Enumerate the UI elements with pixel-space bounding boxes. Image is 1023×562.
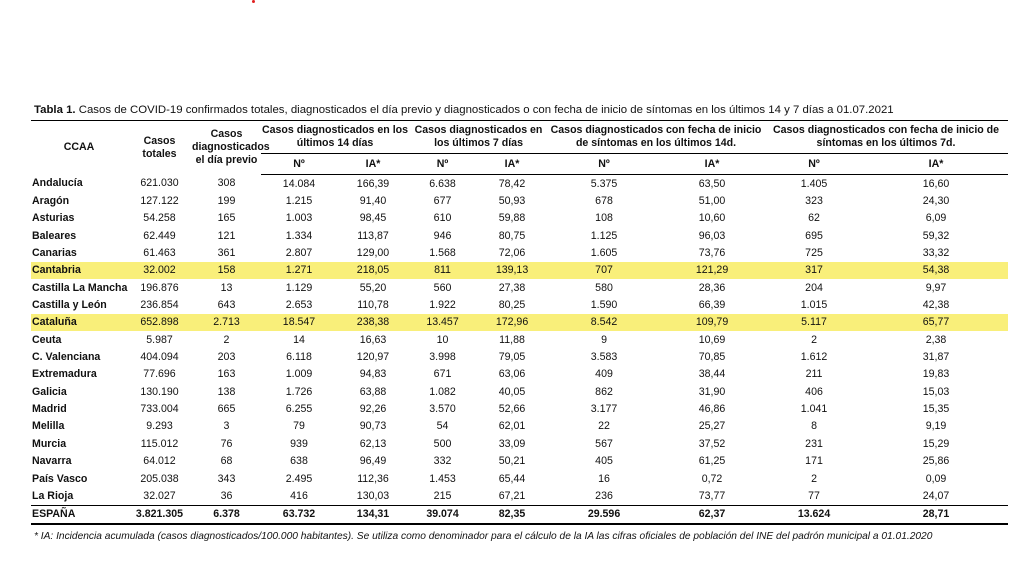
table-cell: 63,50 <box>698 177 726 190</box>
table-cell: 409 <box>595 368 613 381</box>
table-cell: 695 <box>805 229 823 242</box>
table-cell: 54.258 <box>143 212 176 225</box>
table-cell: 54 <box>436 420 449 433</box>
table-cell: 112,36 <box>357 472 389 485</box>
table-row <box>31 470 1008 487</box>
header-ccaa: CCAA <box>63 141 95 154</box>
table-row <box>31 279 1008 296</box>
table-cell: 59,32 <box>922 229 950 242</box>
total-cell: 134,31 <box>337 505 409 524</box>
table-row <box>31 175 1008 193</box>
table-cell: 567 <box>595 437 613 450</box>
table-cell: 40,05 <box>498 385 526 398</box>
table-cell: 130.190 <box>140 385 179 398</box>
table-cell: 0,72 <box>701 472 723 485</box>
table-cell: 66,39 <box>698 299 726 312</box>
table-cell: 862 <box>595 385 613 398</box>
region-name: Baleares <box>32 229 77 242</box>
region-name: Extremadura <box>32 368 97 381</box>
table-cell: 139,13 <box>476 262 548 279</box>
table-cell: 25,27 <box>698 420 726 433</box>
table-cell: 416 <box>290 489 308 502</box>
table-cell: 1.082 <box>429 385 456 398</box>
region-name: La Rioja <box>32 489 74 502</box>
total-cell: 3.821.305 <box>127 505 192 524</box>
header-diag-14: Casos diagnosticados en los últimos 14 días <box>261 121 409 154</box>
region-name: Cantabria <box>31 262 127 279</box>
table-cell: 9,97 <box>925 281 947 294</box>
table-cell: 65,44 <box>498 472 526 485</box>
table-cell: 130,03 <box>356 489 390 502</box>
table-cell: 18.547 <box>261 314 337 331</box>
table-cell: 158 <box>192 262 261 279</box>
table-cell: 1.015 <box>800 299 828 312</box>
region-name: Navarra <box>32 455 72 468</box>
covid-cases-table <box>31 120 1008 525</box>
table-cell: 33,32 <box>922 247 950 260</box>
table-cell: 32.027 <box>143 489 176 502</box>
table-cell: 1.453 <box>429 472 456 485</box>
table-row <box>31 227 1008 244</box>
table-cell: 166,39 <box>356 177 390 190</box>
table-cell: 90,73 <box>359 420 387 433</box>
table-cell: 218,05 <box>337 262 409 279</box>
table-cell: 46,86 <box>698 403 726 416</box>
table-cell: 1.405 <box>800 177 828 190</box>
table-cell: 54,38 <box>864 262 1008 279</box>
table-cell: 678 <box>595 195 613 208</box>
total-cell: 39.074 <box>409 505 476 524</box>
table-cell: 199 <box>217 195 236 208</box>
table-cell: 67,21 <box>498 489 526 502</box>
table-row <box>31 296 1008 313</box>
table-cell: 65,77 <box>864 314 1008 331</box>
table-cell: 939 <box>290 437 308 450</box>
table-cell: 61,25 <box>698 455 726 468</box>
table-cell: 1.125 <box>590 229 618 242</box>
table-cell: 652.898 <box>127 314 192 331</box>
table-cell: 13.457 <box>409 314 476 331</box>
table-cell: 725 <box>805 247 823 260</box>
total-cell: 63.732 <box>261 505 337 524</box>
total-cell: 29.596 <box>548 505 660 524</box>
table-row <box>31 418 1008 435</box>
table-cell: 79,05 <box>498 351 526 364</box>
table-caption <box>34 104 1014 116</box>
table-cell: 2.653 <box>285 299 313 312</box>
table-cell: 946 <box>433 229 452 242</box>
subheader-n: Nº <box>261 154 337 175</box>
table-cell: 215 <box>433 489 452 502</box>
table-row <box>31 453 1008 470</box>
table-cell: 621.030 <box>140 177 179 190</box>
table-row <box>31 366 1008 383</box>
table-cell: 2.713 <box>192 314 261 331</box>
table-cell: 14.084 <box>282 177 316 190</box>
table-cell: 70,85 <box>698 351 726 364</box>
table-cell: 580 <box>595 281 613 294</box>
table-cell: 120,97 <box>356 351 390 364</box>
table-cell: 196.876 <box>140 281 179 294</box>
table-cell: 96,49 <box>359 455 387 468</box>
table-cell: 343 <box>217 472 236 485</box>
table-cell: 16,60 <box>922 177 950 190</box>
table-cell: 73,76 <box>698 247 726 260</box>
region-name: Andalucía <box>32 177 83 190</box>
caption-text: Casos de COVID-19 confirmados totales, diagnosticados el día previo y diagnosticados o con fecha de inicio de síntomas en los últimos 14 y 7 días a 01.07.2021 <box>75 104 894 116</box>
table-cell: 1.605 <box>590 247 618 260</box>
table-cell: 9 <box>601 333 607 346</box>
header-sint-7: Casos diagnosticados con fecha de inicio de síntomas en los últimos 7d. <box>764 121 1008 154</box>
total-row <box>31 505 1008 524</box>
table-cell: 42,38 <box>922 299 950 312</box>
table-cell: 1.009 <box>285 368 313 381</box>
table-cell: 76 <box>220 437 233 450</box>
table-cell: 109,79 <box>660 314 764 331</box>
table-cell: 80,75 <box>498 229 526 242</box>
table-cell: 231 <box>805 437 823 450</box>
total-cell: 28,71 <box>864 505 1008 524</box>
table-cell: 163 <box>217 368 236 381</box>
table-cell: 62.449 <box>143 229 176 242</box>
table-cell: 16,63 <box>359 333 387 346</box>
table-cell: 405 <box>595 455 613 468</box>
header-diag-7: Casos diagnosticados en los últimos 7 días <box>409 121 548 154</box>
table-cell: 55,20 <box>359 281 387 294</box>
table-cell: 36 <box>220 489 233 502</box>
table-cell: 62 <box>808 212 820 225</box>
table-cell: 62,01 <box>498 420 526 433</box>
total-cell: 82,35 <box>476 505 548 524</box>
table-cell: 37,52 <box>698 437 726 450</box>
table-cell: 64.012 <box>143 455 176 468</box>
table-row <box>31 383 1008 400</box>
table-row <box>31 244 1008 261</box>
table-cell: 62,13 <box>359 437 387 450</box>
table-cell: 1.041 <box>800 403 828 416</box>
region-name: Murcia <box>32 437 67 450</box>
table-cell: 1.129 <box>285 281 313 294</box>
table-cell: 236.854 <box>140 299 179 312</box>
table-cell: 16 <box>598 472 610 485</box>
table-cell: 6.255 <box>285 403 313 416</box>
caption-label: Tabla 1. <box>34 104 76 116</box>
total-cell: 6.378 <box>192 505 261 524</box>
table-cell: 15,35 <box>922 403 950 416</box>
table-row <box>31 314 1008 331</box>
footnote: * IA: Incidencia acumulada (casos diagnosticados/100.000 habitantes). Se utiliza como denominador para el cálculo de la IA las cifras oficiales de población del INE del padrón municipal a 01.01.2020 <box>34 531 933 542</box>
table-cell: 560 <box>433 281 452 294</box>
table-cell: 1.215 <box>285 195 313 208</box>
table-cell: 9.293 <box>146 420 173 433</box>
table-cell: 108 <box>595 212 613 225</box>
table-cell: 121 <box>217 229 236 242</box>
table-cell: 308 <box>217 177 236 190</box>
table-cell: 10,60 <box>698 212 726 225</box>
table-cell: 361 <box>217 247 236 260</box>
table-cell: 8.542 <box>548 314 660 331</box>
table-cell: 50,21 <box>498 455 526 468</box>
subheader-ia: IA* <box>476 154 548 175</box>
region-name: Castilla La Mancha <box>32 281 128 294</box>
table-cell: 671 <box>433 368 452 381</box>
table-cell: 33,09 <box>498 437 526 450</box>
table-cell: 2,38 <box>925 333 947 346</box>
table-cell: 24,07 <box>922 489 950 502</box>
table-cell: 80,25 <box>498 299 526 312</box>
table-cell: 1.590 <box>590 299 618 312</box>
header-sint-14: Casos diagnosticados con fecha de inicio de síntomas en los últimos 14d. <box>548 121 764 154</box>
table-cell: 72,06 <box>498 247 526 260</box>
table-cell: 73,77 <box>698 489 726 502</box>
region-name: Melilla <box>32 420 65 433</box>
table-cell: 52,66 <box>498 403 526 416</box>
table-cell: 22 <box>598 420 610 433</box>
table-cell: 205.038 <box>140 472 179 485</box>
table-cell: 98,45 <box>359 212 387 225</box>
table-cell: 28,36 <box>698 281 726 294</box>
table-cell: 211 <box>805 368 823 381</box>
table-cell: 5.987 <box>146 333 173 346</box>
table-cell: 677 <box>433 195 452 208</box>
table-cell: 406 <box>805 385 823 398</box>
table-cell: 27,38 <box>498 281 526 294</box>
total-cell: 62,37 <box>660 505 764 524</box>
total-name: ESPAÑA <box>31 505 127 524</box>
table-cell: 50,93 <box>498 195 526 208</box>
total-cell: 13.624 <box>764 505 864 524</box>
table-cell: 77 <box>808 489 820 502</box>
region-name: Canarias <box>32 247 77 260</box>
table-cell: 1.726 <box>285 385 313 398</box>
table-cell: 610 <box>433 212 452 225</box>
table-cell: 3 <box>223 420 230 433</box>
table-cell: 3.570 <box>429 403 456 416</box>
table-cell: 733.004 <box>140 403 179 416</box>
subheader-n: Nº <box>548 154 660 175</box>
table-cell: 10,69 <box>698 333 726 346</box>
table-cell: 113,87 <box>357 229 389 242</box>
table-cell: 643 <box>217 299 236 312</box>
table-cell: 2 <box>811 472 817 485</box>
table-cell: 3.998 <box>429 351 456 364</box>
region-name: País Vasco <box>32 472 88 485</box>
table-cell: 3.583 <box>590 351 618 364</box>
table-cell: 14 <box>293 333 305 346</box>
table-cell: 127.122 <box>140 195 179 208</box>
table-row <box>31 435 1008 452</box>
table-cell: 13 <box>220 281 233 294</box>
table-cell: 59,88 <box>498 212 526 225</box>
table-cell: 404.094 <box>140 351 179 364</box>
table-cell: 811 <box>409 262 476 279</box>
region-name: Castilla y León <box>32 299 107 312</box>
table-cell: 77.696 <box>143 368 176 381</box>
table-cell: 92,26 <box>359 403 387 416</box>
table-cell: 68 <box>220 455 233 468</box>
table-cell: 203 <box>217 351 236 364</box>
table-cell: 2 <box>811 333 817 346</box>
table-cell: 323 <box>805 195 823 208</box>
table-cell: 3.177 <box>590 403 618 416</box>
table-cell: 5.117 <box>764 314 864 331</box>
table-cell: 78,42 <box>498 177 526 190</box>
table-cell: 24,30 <box>922 195 950 208</box>
table-cell: 1.334 <box>285 229 313 242</box>
table-row <box>31 210 1008 227</box>
table-cell: 707 <box>548 262 660 279</box>
table-body <box>31 175 1008 506</box>
subheader-ia: IA* <box>660 154 764 175</box>
region-name: Cataluña <box>31 314 127 331</box>
table-cell: 500 <box>433 437 452 450</box>
table-cell: 1.612 <box>800 351 828 364</box>
table-cell: 8 <box>811 420 817 433</box>
table-row <box>31 487 1008 505</box>
table-cell: 6.118 <box>286 351 312 364</box>
table-cell: 121,29 <box>660 262 764 279</box>
table-cell: 665 <box>217 403 236 416</box>
subheader-ia: IA* <box>337 154 409 175</box>
table-row <box>31 400 1008 417</box>
table-cell: 31,87 <box>922 351 950 364</box>
table-cell: 172,96 <box>476 314 548 331</box>
header-casos-dia-previo: Casos diagnosticados el día previo <box>192 128 270 167</box>
subheader-n: Nº <box>409 154 476 175</box>
table-row <box>31 348 1008 365</box>
header-casos-totales: Casos totales <box>142 134 177 160</box>
table-cell: 332 <box>433 455 452 468</box>
subheader-ia: IA* <box>864 154 1008 175</box>
table-cell: 638 <box>290 455 308 468</box>
table-cell: 32.002 <box>127 262 192 279</box>
table-cell: 61.463 <box>143 247 176 260</box>
table-cell: 1.922 <box>429 299 456 312</box>
table-row <box>31 331 1008 348</box>
table-cell: 204 <box>805 281 823 294</box>
region-name: Ceuta <box>32 333 62 346</box>
table-cell: 236 <box>595 489 613 502</box>
table-cell: 79 <box>293 420 305 433</box>
table-cell: 129,00 <box>356 247 390 260</box>
table-cell: 2 <box>223 333 230 346</box>
table-row <box>31 192 1008 209</box>
table-cell: 15,29 <box>922 437 950 450</box>
table-cell: 6.638 <box>429 177 456 190</box>
table-cell: 91,40 <box>359 195 387 208</box>
table-cell: 63,06 <box>498 368 526 381</box>
table-cell: 25,86 <box>922 455 950 468</box>
table-cell: 19,83 <box>922 368 950 381</box>
table-cell: 1.568 <box>429 247 456 260</box>
red-marker-dot <box>252 0 255 3</box>
region-name: Asturias <box>32 212 75 225</box>
table-cell: 115.012 <box>140 437 179 450</box>
region-name: Galicia <box>32 385 67 398</box>
table-cell: 63,88 <box>359 385 387 398</box>
table-cell: 94,83 <box>359 368 387 381</box>
table-cell: 9,19 <box>925 420 947 433</box>
subheader-n: Nº <box>764 154 864 175</box>
table-cell: 31,90 <box>698 385 726 398</box>
table-row <box>31 262 1008 279</box>
table-cell: 165 <box>217 212 236 225</box>
table-cell: 138 <box>217 385 236 398</box>
table-cell: 51,00 <box>698 195 726 208</box>
table-cell: 317 <box>764 262 864 279</box>
table-cell: 6,09 <box>925 212 947 225</box>
table-cell: 2.807 <box>285 247 313 260</box>
table-cell: 11,88 <box>499 333 525 346</box>
table-cell: 1.271 <box>261 262 337 279</box>
table-cell: 1.003 <box>285 212 313 225</box>
table-cell: 10 <box>436 333 449 346</box>
table-cell: 238,38 <box>337 314 409 331</box>
table-cell: 171 <box>805 455 823 468</box>
table-cell: 38,44 <box>698 368 726 381</box>
table-cell: 15,03 <box>922 385 950 398</box>
table-cell: 96,03 <box>698 229 726 242</box>
region-name: C. Valenciana <box>32 351 101 364</box>
table-cell: 110,78 <box>357 299 389 312</box>
region-name: Madrid <box>32 403 67 416</box>
table-cell: 2.495 <box>285 472 313 485</box>
table-cell: 0,09 <box>925 472 947 485</box>
table-cell: 5.375 <box>590 177 618 190</box>
region-name: Aragón <box>32 195 70 208</box>
